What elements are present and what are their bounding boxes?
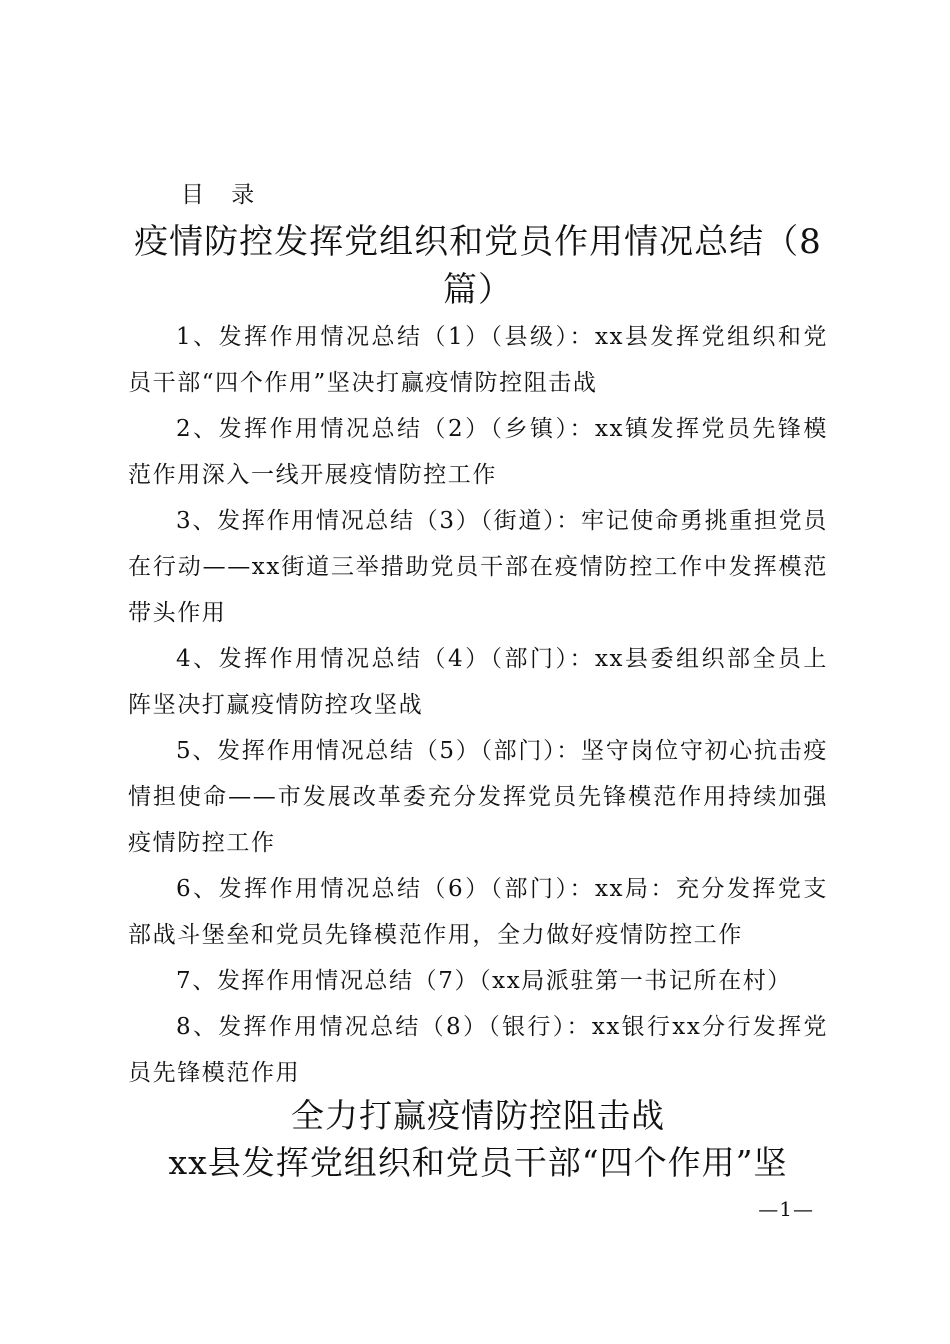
toc-label: 目 录	[181, 182, 265, 208]
toc-item: 3、发挥作用情况总结（3）（街道）：牢记使命勇挑重担党员在行动——xx街道三举措助党员干部在疫情防控工作中发挥模范带头作用	[128, 508, 828, 626]
section-title-line-1: 全力打赢疫情防控阻击战	[291, 1096, 665, 1135]
toc-item: 7、发挥作用情况总结（7）（xx局派驻第一书记所在村）	[176, 968, 792, 994]
toc-item: 5、发挥作用情况总结（5）（部门）：坚守岗位守初心抗击疫情担使命——市发展改革委充分发挥党员先锋模范作用持续加强疫情防控工作	[128, 738, 828, 856]
toc-item: 2、发挥作用情况总结（2）（乡镇）：xx镇发挥党员先锋模范作用深入一线开展疫情防控工作	[128, 416, 828, 488]
toc-item: 4、发挥作用情况总结（4）（部门）：xx县委组织部全员上阵坚决打赢疫情防控攻坚战	[128, 646, 828, 718]
toc-item: 6、发挥作用情况总结（6）（部门）：xx局：充分发挥党支部战斗堡垒和党员先锋模范作用，全力做好疫情防控工作	[128, 876, 828, 948]
page-number: —1—	[758, 1197, 814, 1221]
toc-item: 8、发挥作用情况总结（8）（银行）：xx银行xx分行发挥党员先锋模范作用	[128, 1014, 828, 1086]
section-title-line-2: xx县发挥党组织和党员干部“四个作用”坚	[168, 1143, 788, 1182]
toc-list	[128, 314, 828, 1096]
document-title: 疫情防控发挥党组织和党员作用情况总结（8篇）	[134, 222, 822, 310]
toc-item: 1、发挥作用情况总结（1）（县级）：xx县发挥党组织和党员干部“四个作用”坚决打赢疫情防控阻击战	[128, 324, 828, 396]
